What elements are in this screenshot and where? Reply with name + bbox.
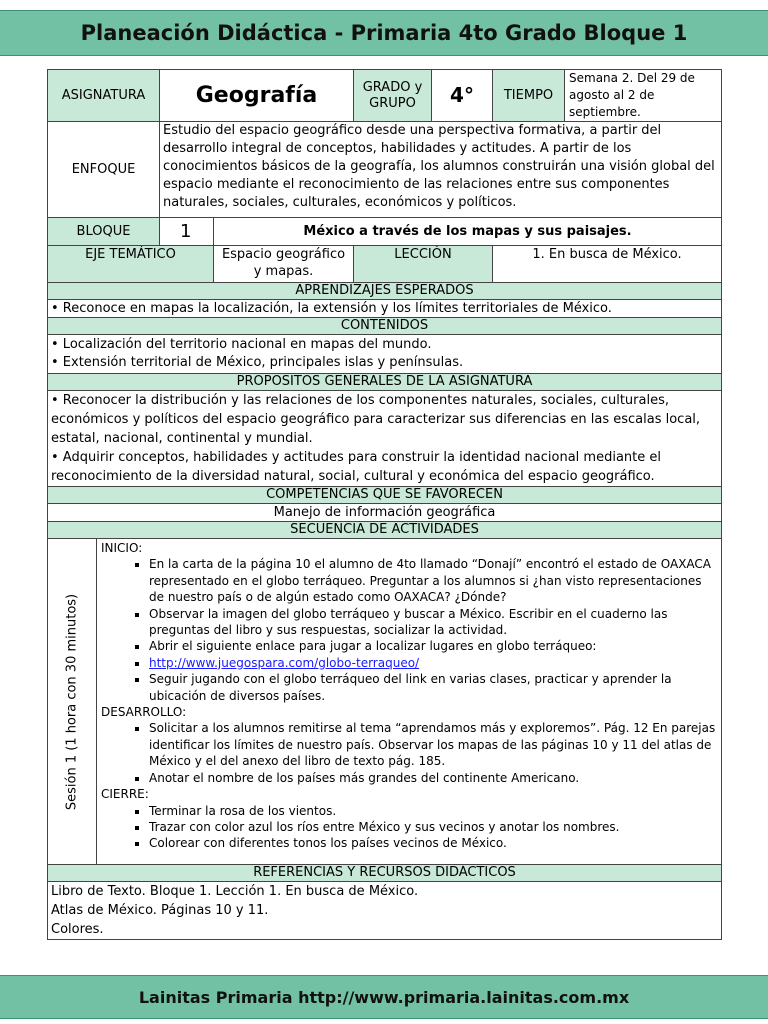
propositos-item: • Adquirir conceptos, habilidades y actitudes para construir la identidad nacional mediante el reconocimiento de la diversidad natural, social, cultural y económica del espacio geográfico.	[51, 450, 661, 484]
desarrollo-list	[101, 720, 718, 786]
leccion-label: LECCIÓN	[354, 246, 493, 283]
asignatura-label: ASIGNATURA	[48, 70, 160, 122]
secuencia-heading: SECUENCIA DE ACTIVIDADES	[48, 522, 722, 539]
list-item: ▪ En la carta de la página 10 el alumno de 4to llamado “Donají” encontró el estado de OAXACA representado en el globo terráqueo. Preguntar a los alumnos si ¿han visto representaciones de nuestro país o de algún estado como OAXACA? ¿Dónde?	[149, 556, 718, 605]
contenidos-heading: CONTENIDOS	[48, 318, 722, 335]
eje-label: EJE TEMÁTICO	[48, 246, 214, 283]
enfoque-row	[48, 122, 722, 218]
secuencia-row	[48, 539, 722, 865]
propositos-row	[48, 391, 722, 487]
competencias-header-row	[48, 487, 722, 504]
tiempo-value: Semana 2. Del 29 de agosto al 2 de septiembre.	[565, 70, 722, 122]
list-item	[149, 655, 718, 671]
propositos-header-row	[48, 374, 722, 391]
list-item: ▪ Terminar la rosa de los vientos.	[149, 803, 718, 819]
grado-label: GRADO y GRUPO	[354, 70, 432, 122]
inicio-list	[101, 556, 718, 704]
eje-row	[48, 246, 722, 283]
bloque-number: 1	[160, 218, 214, 246]
footer-banner	[0, 975, 768, 1019]
bloque-title: México a través de los mapas y sus paisajes.	[214, 218, 722, 246]
lesson-plan-table	[47, 69, 722, 940]
referencias-cell	[48, 882, 722, 940]
propositos-item: • Reconocer la distribución y las relaciones de los componentes naturales, sociales, culturales, económicos y políticos del espacio geográfico para caracterizar sus diferencias en las escalas local, estatal, nacional, continental y mundial.	[51, 393, 701, 446]
referencias-item: Libro de Texto. Bloque 1. Lección 1. En busca de México.	[51, 884, 419, 899]
cierre-label: CIERRE:	[101, 787, 149, 802]
aprendizajes-heading: APRENDIZAJES ESPERADOS	[48, 283, 722, 300]
grado-value: 4°	[432, 70, 493, 122]
competencias-row	[48, 504, 722, 522]
session-label: Sesión 1 (1 hora con 30 minutos)	[64, 593, 80, 810]
globe-game-link[interactable]: http://www.juegospara.com/globo-terraqueo/	[149, 655, 420, 670]
competencias-text: Manejo de información geográfica	[48, 504, 722, 522]
asignatura-value: Geografía	[160, 70, 354, 122]
footer-text: Lainitas Primaria http://www.primaria.lainitas.com.mx	[138, 987, 630, 1007]
bloque-label: BLOQUE	[48, 218, 160, 246]
aprendizajes-header-row	[48, 283, 722, 300]
enfoque-label: ENFOQUE	[48, 122, 160, 218]
propositos-cell	[48, 391, 722, 487]
referencias-heading: REFERENCIAS Y RECURSOS DIDÁCTICOS	[48, 865, 722, 882]
tiempo-label: TIEMPO	[493, 70, 565, 122]
header-banner	[0, 10, 768, 56]
aprendizajes-row	[48, 300, 722, 318]
list-item: ▪ Solicitar a los alumnos remitirse al tema “aprendamos más y exploremos”. Pág. 12 En parejas identificar los límites de nuestro país. Observar los mapas de las páginas 10 y 11 del atlas de México y el del anexo del libro de texto pág. 185.	[149, 720, 718, 769]
bloque-row	[48, 218, 722, 246]
propositos-heading: PROPÓSITOS GENERALES DE LA ASIGNATURA	[48, 374, 722, 391]
list-item: ▪ Colorear con diferentes tonos los países vecinos de México.	[149, 835, 718, 851]
referencias-item: Colores.	[51, 922, 104, 937]
page-title: Planeación Didáctica - Primaria 4to Grado Bloque 1	[80, 21, 688, 45]
desarrollo-label: DESARROLLO:	[101, 705, 187, 720]
enfoque-text: Estudio del espacio geográfico desde una perspectiva formativa, a partir del desarrollo integral de conceptos, habilidades y actitudes. A partir de los conocimientos básicos de la geografía, los alumnos construirán una visión global del espacio mediante el reconocimiento de las relaciones entre sus componentes naturales, sociales, culturales, económicos y políticos.	[160, 122, 722, 218]
list-item: ▪ Abrir el siguiente enlace para jugar a localizar lugares en globo terráqueo:	[149, 638, 718, 654]
contenidos-row	[48, 335, 722, 374]
cierre-list	[101, 803, 718, 852]
competencias-heading: COMPETENCIAS QUE SE FAVORECEN	[48, 487, 722, 504]
contenidos-cell	[48, 335, 722, 374]
contenidos-item: • Localización del territorio nacional en mapas del mundo.	[51, 337, 432, 352]
session-cell	[48, 539, 97, 865]
list-item: ▪ Observar la imagen del globo terráqueo y buscar a México. Escribir en el cuaderno las preguntas del libro y sus respuestas, socializar la actividad.	[149, 606, 718, 639]
referencias-item: Atlas de México. Páginas 10 y 11.	[51, 903, 269, 918]
secuencia-header-row	[48, 522, 722, 539]
referencias-header-row	[48, 865, 722, 882]
aprendizajes-text: • Reconoce en mapas la localización, la extensión y los límites territoriales de México.	[48, 300, 722, 318]
subject-row	[48, 70, 722, 122]
leccion-value: 1. En busca de México.	[493, 246, 722, 283]
list-item: ▪ Anotar el nombre de los países más grandes del continente Americano.	[149, 770, 718, 786]
referencias-row	[48, 882, 722, 940]
inicio-label: INICIO:	[101, 541, 143, 555]
list-item: ▪ Trazar con color azul los ríos entre México y sus vecinos y anotar los nombres.	[149, 819, 718, 835]
list-item: ▪ Seguir jugando con el globo terráqueo del link en varias clases, practicar y aprender la ubicación de diversos países.	[149, 671, 718, 704]
contenidos-header-row	[48, 318, 722, 335]
activities-cell	[97, 539, 722, 865]
contenidos-item: • Extensión territorial de México, principales islas y penínsulas.	[51, 355, 464, 370]
eje-value: Espacio geográfico y mapas.	[214, 246, 354, 283]
